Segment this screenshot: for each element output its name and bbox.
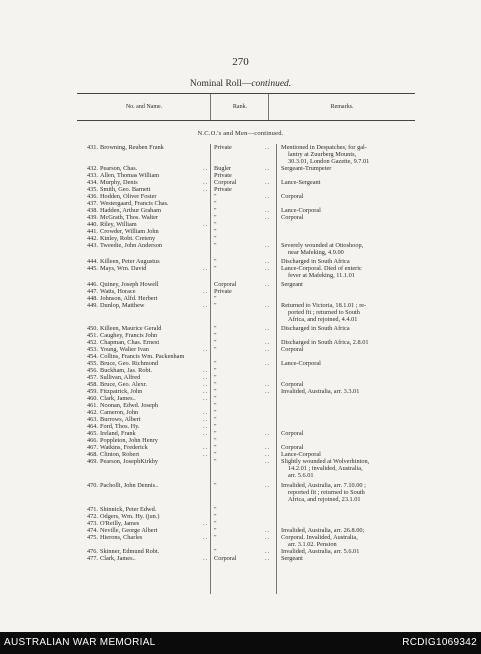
- leader-dots: ..: [203, 367, 209, 374]
- table-row: [0, 353, 481, 360]
- leader-dots: ..: [265, 339, 271, 346]
- entry-remark-line: Corporal: [281, 381, 304, 388]
- entry-number: 447.: [86, 288, 98, 295]
- entry-remark-line: Lance-Corporal. Died of enteric: [281, 265, 362, 272]
- entry-name: Burrows, Albert: [100, 416, 141, 423]
- entry-rank: ": [214, 437, 217, 444]
- table-row: [0, 409, 481, 416]
- entry-remark-line: Africa, and rejoined, 23.1.01: [288, 496, 361, 503]
- entry-number: 474.: [86, 527, 98, 534]
- entry-number: 453.: [86, 346, 98, 353]
- table-row: [0, 339, 481, 346]
- entry-rank: ": [214, 409, 217, 416]
- entry-name: Pacholli, John Dennis..: [100, 482, 159, 489]
- entry-number: 446.: [86, 281, 98, 288]
- entry-name: Killeen, Maurice Gerald: [100, 325, 162, 332]
- leader-dots: ..: [203, 520, 209, 527]
- entry-name: Browning, Reuben Frank: [100, 144, 164, 151]
- entry-rank: ": [214, 451, 217, 458]
- header-remarks: Remarks.: [330, 104, 354, 110]
- header-divider-2: [268, 94, 269, 120]
- entry-number: 475.: [86, 534, 98, 541]
- entry-rank: ": [214, 513, 217, 520]
- entry-remark-line: Returned to Victoria, 18.1.01 ; re-: [281, 302, 367, 309]
- entry-remark-line: Lance-Corporal: [281, 360, 321, 367]
- entry-remark-line: Sergeant: [281, 555, 303, 562]
- leader-dots: ..: [265, 360, 271, 367]
- entry-remark-line: Invalided, Australia, arr. 3.3.01: [281, 388, 360, 395]
- entry-rank: ": [214, 534, 217, 541]
- leader-dots: ..: [265, 207, 271, 214]
- entry-rank: Bugler: [214, 165, 232, 172]
- entry-number: 436.: [86, 193, 98, 200]
- entry-number: 458.: [86, 381, 98, 388]
- table-row: [0, 242, 481, 256]
- entry-rank: Corporal: [214, 179, 237, 186]
- entry-name: Caughey, Francis John: [100, 332, 158, 339]
- table-row: [0, 214, 481, 221]
- entry-name: Collins, Francis Wm. Packenham: [100, 353, 185, 360]
- entry-remark-line: Invalided, Australia, arr. 7.10.00 ;: [281, 482, 366, 489]
- entry-name: Skinner, Edmund Robt.: [100, 548, 160, 555]
- entry-name: Tweedie, John Anderson: [100, 242, 162, 249]
- entry-rank: Private: [214, 288, 232, 295]
- leader-dots: ..: [265, 179, 271, 186]
- entry-number: 448.: [86, 295, 98, 302]
- entry-name: Riley, William: [100, 221, 137, 228]
- page-title: [0, 79, 481, 89]
- footer-institution: AUSTRALIAN WAR MEMORIAL: [4, 637, 156, 648]
- entry-number: 465.: [86, 430, 98, 437]
- table-row: [0, 374, 481, 381]
- table-row: [0, 258, 481, 265]
- entry-rank: ": [214, 482, 217, 489]
- leader-dots: ..: [203, 451, 209, 458]
- table-row: [0, 186, 481, 193]
- leader-dots: ..: [203, 179, 209, 186]
- entry-remark-line: 30.3.01, London Gazette, 9.7.01: [288, 158, 370, 165]
- entry-remark-line: Sergeant-Trumpeter: [281, 165, 332, 172]
- entry-name: Hodden, Oliver Foster: [100, 193, 157, 200]
- leader-dots: ..: [203, 381, 209, 388]
- entry-remark-line: Corporal: [281, 444, 304, 451]
- entry-name: Smith, Geo. Barnett: [100, 186, 151, 193]
- footer-bar: [0, 632, 481, 654]
- entry-number: 469.: [86, 458, 98, 465]
- table-row: [0, 416, 481, 423]
- leader-dots: ..: [203, 395, 209, 402]
- entry-number: 440.: [86, 221, 98, 228]
- entry-number: 452.: [86, 339, 98, 346]
- entry-rank: ": [214, 265, 217, 272]
- entry-rank: ": [214, 423, 217, 430]
- entry-name: Mays, Wm. David: [100, 265, 147, 272]
- entry-rank: ": [214, 374, 217, 381]
- entry-rank: ": [214, 325, 217, 332]
- entry-number: 466.: [86, 437, 98, 444]
- table-row: [0, 506, 481, 513]
- leader-dots: ..: [203, 409, 209, 416]
- entry-remark-line: arr. 3.1.02. Pension: [288, 541, 337, 548]
- footer-record-id: RCDIG1069342: [402, 637, 477, 648]
- entry-remark-line: Lance-Corporal: [281, 207, 321, 214]
- entry-name: Chapman, Chas. Ernest: [100, 339, 160, 346]
- leader-dots: ..: [265, 242, 271, 249]
- table-row: [0, 381, 481, 388]
- title-main: Nominal Roll—: [189, 79, 252, 89]
- entry-name: Killeen, Peter Augustus: [100, 258, 160, 265]
- table-row: [0, 265, 481, 279]
- table-row: [0, 172, 481, 179]
- table-row: [0, 144, 481, 165]
- leader-dots: ..: [265, 451, 271, 458]
- entry-remark-line: arr. 5.6.01: [288, 472, 314, 479]
- table-row: [0, 200, 481, 207]
- entry-name: Clark, James..: [100, 555, 136, 562]
- entry-rank: ": [214, 295, 217, 302]
- entry-number: 468.: [86, 451, 98, 458]
- entry-number: 476.: [86, 548, 98, 555]
- entry-number: 472.: [86, 513, 98, 520]
- leader-dots: ..: [265, 281, 271, 288]
- entry-number: 431.: [86, 144, 98, 151]
- leader-dots: ..: [265, 193, 271, 200]
- entry-rank: ": [214, 302, 217, 309]
- entry-rank: ": [214, 258, 217, 265]
- entry-rank: Private: [214, 186, 232, 193]
- entry-remark-line: Discharged in South Africa: [281, 258, 350, 265]
- entry-number: 477.: [86, 555, 98, 562]
- entry-remark-line: lantry at Zuurberg Mounts,: [288, 151, 357, 158]
- table-row: [0, 179, 481, 186]
- entry-rank: ": [214, 416, 217, 423]
- leader-dots: ..: [203, 374, 209, 381]
- entry-remark-line: Slightly wounded at Wolverhinton,: [281, 458, 370, 465]
- leader-dots: ..: [265, 265, 271, 272]
- entry-rank: ": [214, 339, 217, 346]
- entry-remark-line: Corporal: [281, 193, 304, 200]
- entry-rank: ": [214, 527, 217, 534]
- entry-name: Pearson, Chas.: [100, 165, 138, 172]
- entry-name: Johnson, Alfd. Herbert: [100, 295, 158, 302]
- entry-remark-line: Corporal: [281, 346, 304, 353]
- entry-rank: Private: [214, 172, 232, 179]
- entry-number: 438.: [86, 207, 98, 214]
- table-row: [0, 193, 481, 200]
- header-top-rule: [77, 93, 415, 94]
- entry-number: 470.: [86, 482, 98, 489]
- entry-name: Pearson, JosephKirkby: [100, 458, 159, 465]
- entry-name: Ireland, Frank: [100, 430, 136, 437]
- entry-rank: ": [214, 381, 217, 388]
- table-row: [0, 228, 481, 235]
- entry-number: 435.: [86, 186, 98, 193]
- entry-remark-line: Discharged in South Africa, 2.8.01: [281, 339, 369, 346]
- leader-dots: ..: [265, 258, 271, 265]
- table-row: [0, 295, 481, 302]
- leader-dots: ..: [265, 214, 271, 221]
- entry-number: 464.: [86, 423, 98, 430]
- entry-remark-line: reported fit ; returned to South: [288, 489, 365, 496]
- leader-dots: ..: [203, 186, 209, 193]
- entry-name: Bruce, Geo. Richmond: [100, 360, 159, 367]
- entry-rank: ": [214, 228, 217, 235]
- leader-dots: ..: [265, 534, 271, 541]
- entry-rank: ": [214, 332, 217, 339]
- entry-name: Kinley, Robt. Creteny: [100, 235, 156, 242]
- entry-number: 434.: [86, 179, 98, 186]
- leader-dots: ..: [265, 527, 271, 534]
- entry-remark-line: Lance-Sergeant: [281, 179, 321, 186]
- entry-name: Neville, George Albert: [100, 527, 158, 534]
- header-rank: Rank.: [232, 104, 248, 110]
- entry-number: 463.: [86, 416, 98, 423]
- entry-remark-line: Invalided, Australia, arr. 26.8.00;: [281, 527, 365, 534]
- table-row: [0, 325, 481, 332]
- leader-dots: ..: [265, 388, 271, 395]
- entry-rank: ": [214, 402, 217, 409]
- header-name: No. and Name.: [125, 104, 163, 110]
- table-row: [0, 555, 481, 562]
- entry-name: Young, Walter Ivan: [100, 346, 149, 353]
- entry-remark-line: Africa, and rejoined, 4.4.01: [288, 316, 358, 323]
- entry-name: Westergaard, Francis Chas.: [100, 200, 169, 207]
- entry-number: 442.: [86, 235, 98, 242]
- table-row: [0, 548, 481, 555]
- table-row: [0, 534, 481, 548]
- leader-dots: ..: [265, 346, 271, 353]
- table-row: [0, 482, 481, 503]
- title-italic: continued.: [251, 79, 292, 89]
- entry-remark-line: fever at Mafeking, 11.1.01: [288, 272, 355, 279]
- header-divider-1: [210, 94, 211, 120]
- entry-number: 454.: [86, 353, 98, 360]
- entry-name: Noonan, Edwd. Joseph: [100, 402, 159, 409]
- entry-name: Buckham, Jas. Robt.: [100, 367, 152, 374]
- table-row: [0, 221, 481, 228]
- entry-name: Clinton, Robert: [100, 451, 140, 458]
- entry-rank: ": [214, 346, 217, 353]
- table-row: [0, 207, 481, 214]
- leader-dots: ..: [265, 482, 271, 489]
- entry-number: 459.: [86, 388, 98, 395]
- entry-remark-line: Corporal: [281, 430, 304, 437]
- table-row: [0, 281, 481, 288]
- table-row: [0, 346, 481, 353]
- entry-name: Murphy, Denis: [100, 179, 138, 186]
- leader-dots: ..: [265, 165, 271, 172]
- entry-number: 451.: [86, 332, 98, 339]
- entry-remark-line: Invalided, Australia, arr. 5.6.01: [281, 548, 360, 555]
- entry-number: 461.: [86, 402, 98, 409]
- entry-rank: ": [214, 520, 217, 527]
- entry-rank: ": [214, 388, 217, 395]
- entry-rank: ": [214, 200, 217, 207]
- table-row: [0, 332, 481, 339]
- entry-number: 432.: [86, 165, 98, 172]
- leader-dots: ..: [203, 265, 209, 272]
- table-row: [0, 513, 481, 520]
- entry-number: 460.: [86, 395, 98, 402]
- table-row: [0, 360, 481, 367]
- header-bottom-rule: [77, 120, 415, 121]
- entry-name: O'Reilly, James: [100, 520, 140, 527]
- page-number: 270: [232, 56, 249, 68]
- table-row: [0, 302, 481, 323]
- entry-remark-line: Lance-Corporal: [281, 451, 321, 458]
- entry-name: Hierons, Charles: [100, 534, 143, 541]
- leader-dots: ..: [265, 430, 271, 437]
- entry-number: 444.: [86, 258, 98, 265]
- entry-name: Bruce, Geo. Alexr.: [100, 381, 148, 388]
- entry-name: Dunlop, Matthew: [100, 302, 145, 309]
- leader-dots: ..: [203, 388, 209, 395]
- entry-number: 443.: [86, 242, 98, 249]
- leader-dots: ..: [203, 555, 209, 562]
- table-row: [0, 165, 481, 172]
- table-row: [0, 388, 481, 395]
- entry-number: 457.: [86, 374, 98, 381]
- table-row: [0, 402, 481, 409]
- entry-rank: ": [214, 235, 217, 242]
- table-row: [0, 451, 481, 458]
- leader-dots: ..: [265, 302, 271, 309]
- entry-rank: Private: [214, 144, 232, 151]
- entry-rank: ": [214, 360, 217, 367]
- entry-rank: ": [214, 395, 217, 402]
- entry-name: Odgers, Wm. Hy. (jun.): [100, 513, 160, 520]
- entry-remark-line: Corporal. Invalided, Australia,: [281, 534, 358, 541]
- leader-dots: ..: [203, 302, 209, 309]
- entry-number: 450.: [86, 325, 98, 332]
- entry-remark-line: 14.2.01 ; invalided, Australia,: [288, 465, 363, 472]
- entry-number: 462.: [86, 409, 98, 416]
- leader-dots: ..: [265, 144, 271, 151]
- entry-remark-line: Severely wounded at Ottoshoop,: [281, 242, 364, 249]
- table-row: [0, 520, 481, 527]
- entry-remark-line: near Mafeking, 4.9.00: [288, 249, 344, 256]
- entry-name: Allen, Thomas William: [100, 172, 160, 179]
- entry-name: Clark, James..: [100, 395, 136, 402]
- leader-dots: ..: [265, 381, 271, 388]
- entry-name: Sullivan, Alfred: [100, 374, 141, 381]
- table-row: [0, 430, 481, 437]
- entry-name: Crowder, William John: [100, 228, 159, 235]
- table-row: [0, 288, 481, 295]
- entry-remark-line: Sergeant: [281, 281, 303, 288]
- entry-rank: ": [214, 444, 217, 451]
- entry-rank: ": [214, 214, 217, 221]
- table-row: [0, 444, 481, 451]
- entry-name: Fitzpatrick, John: [100, 388, 143, 395]
- entry-rank: ": [214, 430, 217, 437]
- entry-name: Watkins, Frederick: [100, 444, 148, 451]
- table-row: [0, 437, 481, 444]
- leader-dots: ..: [265, 444, 271, 451]
- leader-dots: ..: [265, 548, 271, 555]
- entry-rank: ": [214, 242, 217, 249]
- leader-dots: ..: [265, 325, 271, 332]
- table-row: [0, 458, 481, 479]
- leader-dots: ..: [203, 165, 209, 172]
- leader-dots: ..: [203, 346, 209, 353]
- entry-name: Watts, Horace: [100, 288, 136, 295]
- entry-number: 473.: [86, 520, 98, 527]
- entry-name: Poppleton, John Henry: [100, 437, 158, 444]
- entry-number: 433.: [86, 172, 98, 179]
- entry-remark-line: Corporal: [281, 214, 304, 221]
- leader-dots: ..: [203, 416, 209, 423]
- table-row: [0, 367, 481, 374]
- entry-rank: ": [214, 221, 217, 228]
- leader-dots: ..: [203, 534, 209, 541]
- entry-number: 437.: [86, 200, 98, 207]
- entry-number: 439.: [86, 214, 98, 221]
- section-label: N.C.O.'s and Men—continued.: [197, 130, 284, 137]
- entry-rank: Corporal: [214, 555, 237, 562]
- entry-name: McGrath, Thos. Walter: [100, 214, 159, 221]
- entry-name: Shinnick, Peter Edwd.: [100, 506, 157, 513]
- entry-number: 467.: [86, 444, 98, 451]
- entry-rank: ": [214, 207, 217, 214]
- entry-number: 449.: [86, 302, 98, 309]
- leader-dots: ..: [203, 221, 209, 228]
- entry-rank: ": [214, 367, 217, 374]
- entry-number: 471.: [86, 506, 98, 513]
- entry-rank: ": [214, 506, 217, 513]
- entry-name: Cameron, John: [100, 409, 139, 416]
- entry-rank: ": [214, 548, 217, 555]
- leader-dots: ..: [203, 444, 209, 451]
- entry-number: 456.: [86, 367, 98, 374]
- leader-dots: ..: [203, 423, 209, 430]
- entry-name: Quiney, Joseph Howell: [100, 281, 159, 288]
- entry-number: 441.: [86, 228, 98, 235]
- entry-remark-line: Discharged in South Africa: [281, 325, 350, 332]
- entry-rank: ": [214, 458, 217, 465]
- entry-remark-line: ported fit ; returned to South: [288, 309, 360, 316]
- table-row: [0, 423, 481, 430]
- entry-rank: Corporal: [214, 281, 237, 288]
- entry-name: Hadden, Arthur Graham: [100, 207, 162, 214]
- entry-number: 445.: [86, 265, 98, 272]
- leader-dots: ..: [265, 458, 271, 465]
- table-row: [0, 235, 481, 242]
- table-row: [0, 527, 481, 534]
- table-row: [0, 395, 481, 402]
- leader-dots: ..: [265, 555, 271, 562]
- entry-rank: ": [214, 193, 217, 200]
- entry-number: 455.: [86, 360, 98, 367]
- entry-remark-line: Mentioned in Despatches, for gal-: [281, 144, 367, 151]
- entry-name: Ford, Thos. Hy.: [100, 423, 140, 430]
- leader-dots: ..: [203, 430, 209, 437]
- leader-dots: ..: [203, 288, 209, 295]
